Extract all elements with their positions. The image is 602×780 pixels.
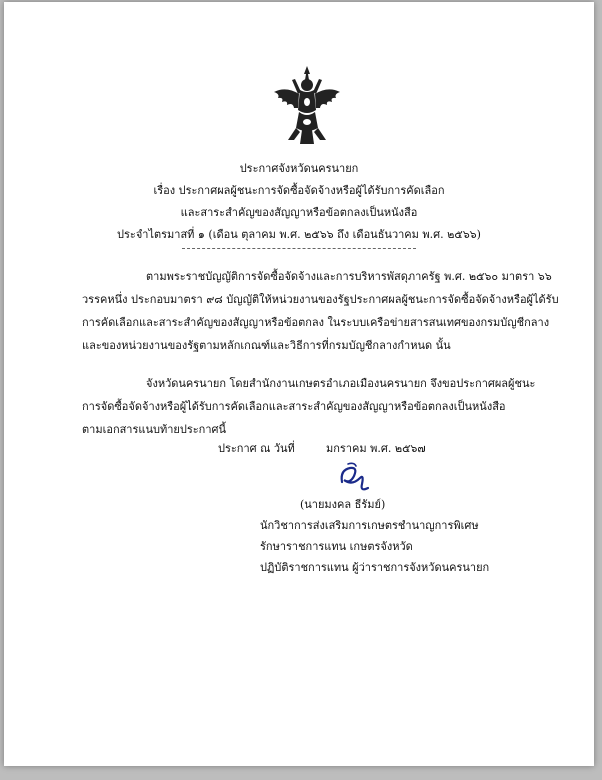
announced-date: มกราคม พ.ศ. ๒๕๖๗ (326, 442, 426, 455)
garuda-emblem-icon (272, 64, 342, 146)
signer-title-3: ปฏิบัติราชการแทน ผู้ว่าราชการจังหวัดนครนายก (260, 561, 490, 574)
paragraph-2-line-1: จังหวัดนครนายก โดยสำนักงานเกษตรอำเภอเมืองนครนายก จึงขอประกาศผลผู้ชนะ (146, 377, 536, 390)
subject-line-1: เรื่อง ประกาศผลผู้ชนะการจัดซื้อจัดจ้างหรือผู้ได้รับการคัดเลือก (153, 184, 445, 197)
paragraph-2-line-2: การจัดซื้อจัดจ้างหรือผู้ได้รับการคัดเลือกและสาระสำคัญของสัญญาหรือข้อตกลงเป็นหนังสือ (82, 400, 506, 413)
document-page (4, 2, 594, 766)
announced-label: ประกาศ ณ วันที่ (218, 442, 295, 455)
agency-title: ประกาศจังหวัดนครนายก (239, 162, 359, 175)
signer-title-1: นักวิชาการส่งเสริมการเกษตรชำนาญการพิเศษ (260, 519, 479, 532)
handwritten-signature-icon (334, 460, 374, 496)
signer-title-2: รักษาราชการแทน เกษตรจังหวัด (260, 540, 413, 553)
paragraph-2-line-3: ตามเอกสารแนบท้ายประกาศนี้ (82, 423, 226, 436)
reporting-period: ประจำไตรมาสที่ ๑ (เดือน ตุลาคม พ.ศ. ๒๕๖๖ ถึง เดือนธันวาคม พ.ศ. ๒๕๖๖) (117, 228, 481, 241)
paragraph-1-line-4: และของหน่วยงานของรัฐตามหลักเกณฑ์และวิธีการที่กรมบัญชีกลางกำหนด นั้น (82, 339, 451, 352)
paragraph-1-line-2: วรรคหนึ่ง ประกอบมาตรา ๙๘ บัญญัติให้หน่วยงานของรัฐประกาศผลผู้ชนะการจัดซื้อจัดจ้างหรือผู้ได้รับ (82, 293, 559, 306)
subject-line-2: และสาระสำคัญของสัญญาหรือข้อตกลงเป็นหนังสือ (180, 206, 418, 219)
divider-line (182, 248, 416, 249)
signer-name: (นายมงคล ธีรัมย์) (300, 498, 386, 511)
paragraph-1-line-3: การคัดเลือกและสาระสำคัญของสัญญาหรือข้อตกลง ในระบบเครือข่ายสารสนเทศของกรมบัญชีกลาง (82, 316, 550, 329)
paragraph-1-line-1: ตามพระราชบัญญัติการจัดซื้อจัดจ้างและการบริหารพัสดุภาครัฐ พ.ศ. ๒๕๖๐ มาตรา ๖๖ (146, 270, 552, 283)
